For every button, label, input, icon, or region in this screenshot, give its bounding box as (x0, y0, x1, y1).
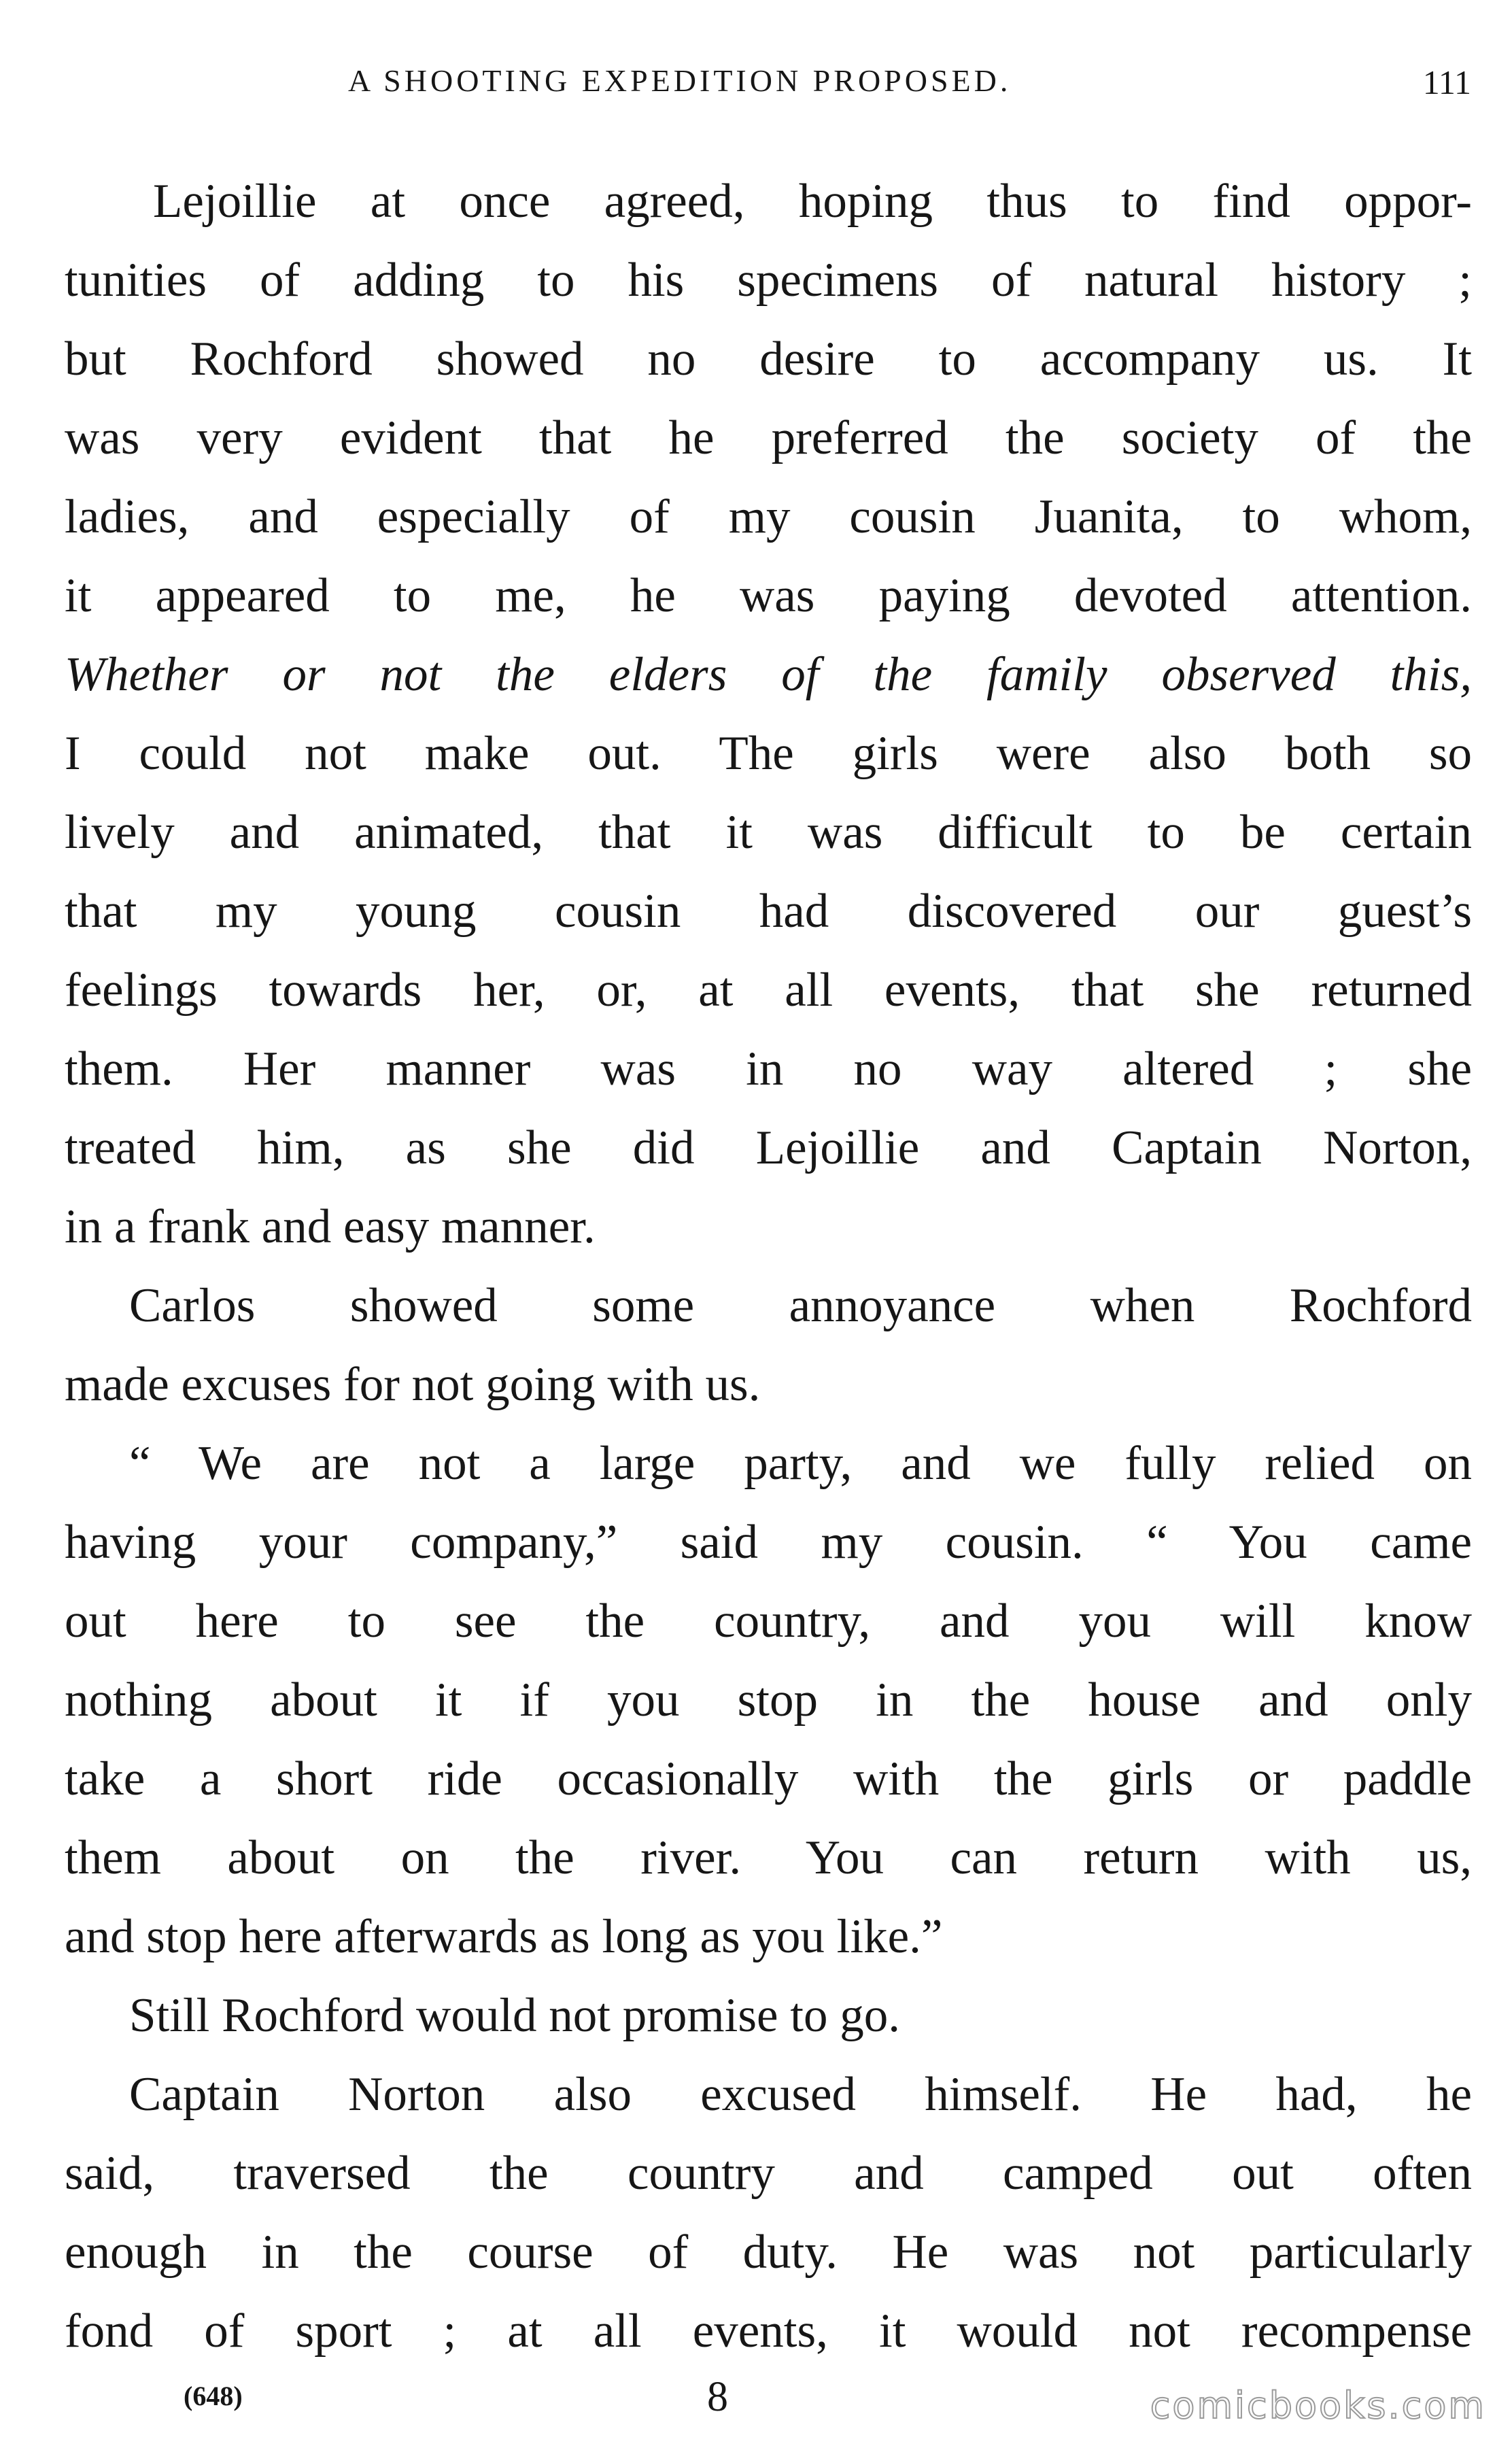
text-line: “ We are not a large party, and we fully relied on (129, 1437, 1472, 1490)
text-line: out here to see the country, and you will know (65, 1595, 1472, 1648)
text-line: take a short ride occasionally with the girls or paddle (65, 1752, 1472, 1805)
text-line: Still Rochford would not promise to go. (129, 1989, 900, 2042)
text-line: enough in the course of duty. He was not particularly (65, 2226, 1472, 2279)
text-line: said, traversed the country and camped out often (65, 2147, 1472, 2200)
running-head (0, 63, 1512, 117)
running-title: A SHOOTING EXPEDITION PROPOSED. (348, 63, 1012, 98)
text-line: was very evident that he preferred the society of the (65, 411, 1472, 464)
text-line: feelings towards her, or, at all events, that she returned (65, 964, 1472, 1017)
text-line: ladies, and especially of my cousin Juanita, to whom, (65, 490, 1472, 543)
printer-code: (648) (184, 2381, 243, 2411)
watermark: comicbooks.com (1150, 2384, 1486, 2427)
text-line: but Rochford showed no desire to accompany us. It (65, 333, 1472, 386)
text-line: them about on the river. You can return with us, (65, 1831, 1472, 1884)
text-line: I could not make out. The girls were also both so (65, 727, 1472, 780)
page-number: 111 (1422, 63, 1471, 101)
text-line: Captain Norton also excused himself. He had, he (129, 2068, 1472, 2121)
text-line: and stop here afterwards as long as you like.” (65, 1910, 943, 1963)
text-line: it appeared to me, he was paying devoted attention. (65, 569, 1472, 622)
text-line: lively and animated, that it was difficult to be certain (65, 806, 1472, 859)
text-line: Whether or not the elders of the family observed this, (65, 648, 1472, 701)
signature-mark: 8 (707, 2374, 728, 2420)
text-line: Carlos showed some annoyance when Rochford (129, 1279, 1472, 1332)
text-line: in a frank and easy manner. (65, 1200, 596, 1253)
text-line: them. Her manner was in no way altered ; she (65, 1042, 1472, 1095)
text-line: treated him, as she did Lejoillie and Captain Norton, (65, 1121, 1472, 1174)
body-text (65, 162, 1472, 2370)
text-line: made excuses for not going with us. (65, 1358, 761, 1411)
text-line: fond of sport ; at all events, it would not recompense (65, 2305, 1472, 2358)
text-line: having your company,” said my cousin. “ You came (65, 1516, 1472, 1569)
page-footer (0, 2373, 1512, 2428)
text-line: nothing about it if you stop in the house and only (65, 1673, 1472, 1727)
text-line: Lejoillie at once agreed, hoping thus to find oppor- (153, 175, 1472, 228)
text-line: that my young cousin had discovered our guest’s (65, 885, 1472, 938)
text-line: tunities of adding to his specimens of natural history ; (65, 254, 1472, 307)
